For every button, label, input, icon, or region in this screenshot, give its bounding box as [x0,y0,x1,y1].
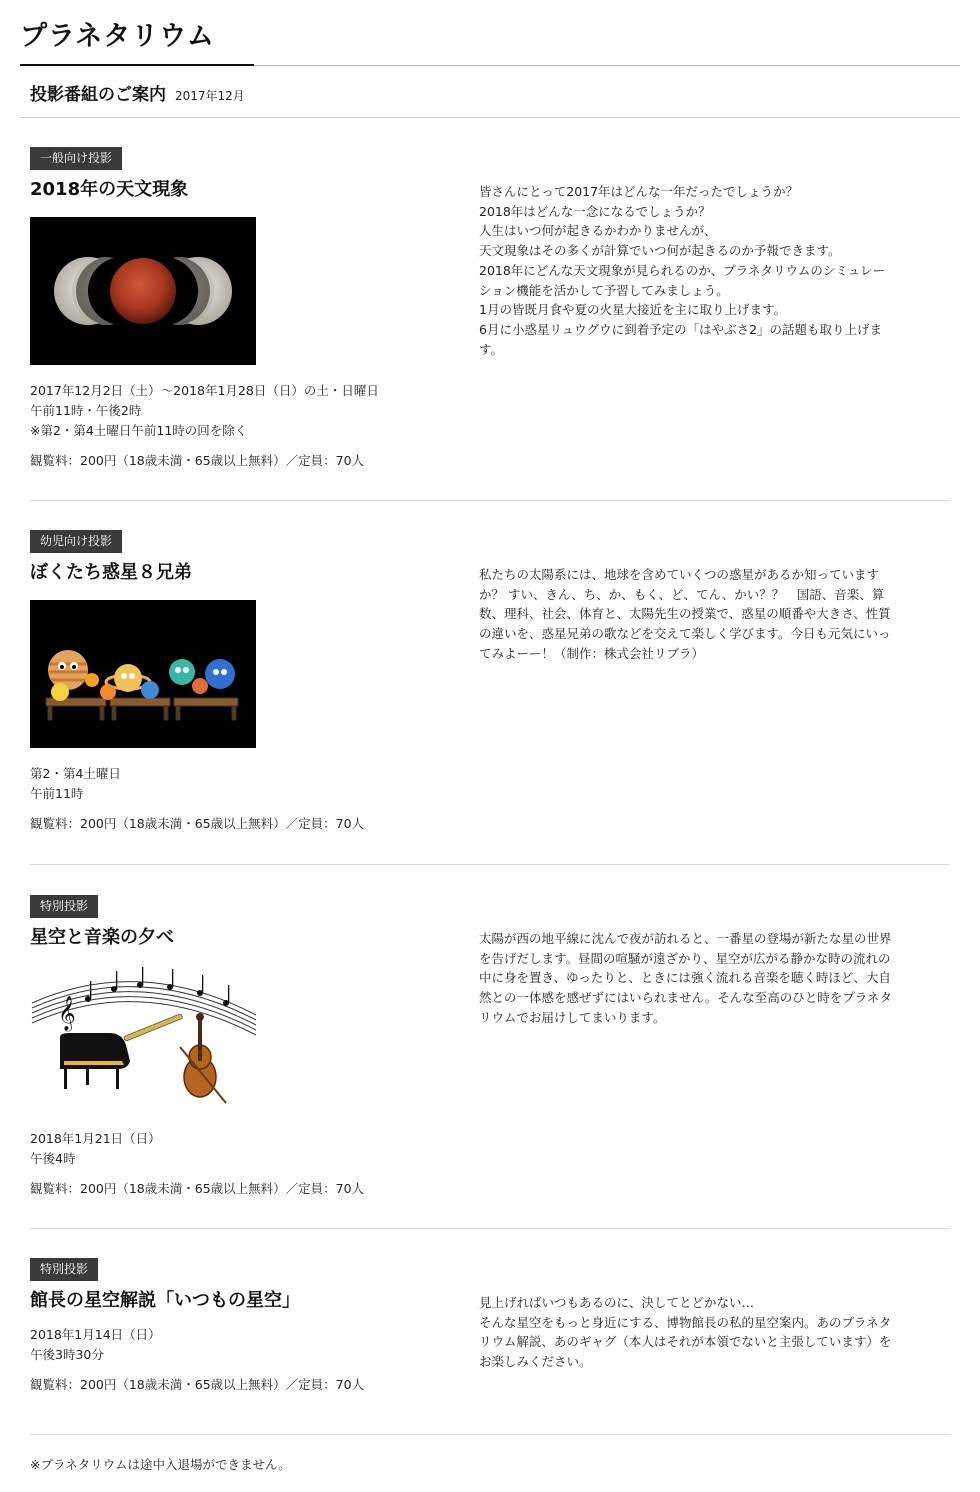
description-line: 中に身を置き、ゆったりと、ときには強く流れる音楽を聴く時ほど、大自 [479,970,891,986]
program-divider [30,500,950,501]
schedule-line: 2017年12月2日（土）～2018年1月28日（日）の土・日曜日 [30,383,379,398]
schedule-line: ※第2・第4土曜日午前11時の回を除く [30,423,248,438]
program-title: 星空と音楽の夕べ [30,927,174,948]
program-badge: 特別投影 [30,895,98,918]
description-line: そんな星空をもっと身近にする、博物館長の私的星空案内。あのプラネタ [479,1314,892,1330]
schedule-line: 午前11時・午後2時 [30,403,142,418]
program-schedule [30,381,950,441]
program-badge: 幼児向け投影 [30,530,122,553]
section-title: 投影番組のご案内 [30,85,166,105]
title-rule-light [254,65,960,66]
schedule-line: 午前11時 [30,786,84,801]
site-title: プラネタリウム [20,21,215,52]
planet-brothers-image [30,600,256,748]
description-line: リウム解説、あのギャグ（本人はそれが本領でないと主張しています）を [479,1334,892,1350]
schedule-line: 第2・第4土曜日 [30,766,121,781]
program-schedule [30,764,950,804]
section-header [30,80,245,105]
svg-text:𝄞: 𝄞 [58,996,76,1031]
description-line: 6月に小惑星リュウグウに到着予定の「はやぶさ2」の話題も取り上げま [479,321,883,337]
music-instruments-image [30,965,256,1113]
description-line: 1月の皆既月食や夏の火星大接近を主に取り上げます。 [479,302,786,318]
program-title: ぼくたち惑星８兄弟 [30,562,192,583]
description-line: す。 [479,341,504,357]
program-fee: 観覧料：200円（18歳未満・65歳以上無料）／定員：70人 [30,1377,365,1392]
description-line: 2018年にどんな天文現象が見られるのか、プラネタリウムのシミュレー [479,262,886,278]
program-description [479,565,917,664]
description-line: 数、理科、社会、体育と、太陽先生の授業で、惑星の順番や大きさ、性質 [479,606,891,622]
program-badge: 特別投影 [30,1258,98,1281]
description-line: 皆さんにとって2017年はどんな一年だったでしょうか？ [479,184,799,199]
program-divider [30,864,950,865]
program-schedule [30,1129,950,1169]
schedule-line: 2018年1月14日（日） [30,1327,161,1342]
title-rule [20,64,254,66]
program-divider [30,1434,950,1435]
program-description [479,1293,917,1372]
section-date: 2017年12月 [175,89,245,103]
description-line: を告げだします。昼間の喧騒が遠ざかり、星空が広がる静かな時の流れの [479,950,891,966]
description-line: か？ すい、きん、ち、か、もく、ど、てん、かい？？ 国語、音楽、算 [479,586,885,602]
program-description [479,182,917,359]
program-description [479,929,917,1028]
program-fee: 観覧料：200円（18歳未満・65歳以上無料）／定員：70人 [30,816,365,831]
description-line: お楽しみください。 [479,1354,592,1370]
description-line: の違いを、惑星兄弟の歌などを交えて楽しく学びます。今日も元気にいっ [479,626,891,642]
program-fee: 観覧料：200円（18歳未満・65歳以上無料）／定員：70人 [30,1181,365,1196]
program-divider [30,1228,950,1229]
program-badge: 一般向け投影 [30,147,122,170]
description-line: 私たちの太陽系には、地球を含めていくつの惑星があるか知っています [479,567,880,582]
description-line: 見上げればいつもあるのに、決してとどかない… [479,1295,755,1310]
description-line: リウムでお届けしてまいります。 [479,1009,666,1025]
schedule-line: 午後3時30分 [30,1347,104,1362]
program-fee: 観覧料：200円（18歳未満・65歳以上無料）／定員：70人 [30,453,365,468]
footer-note: ※プラネタリウムは途中入退場ができません。 [30,1457,291,1472]
description-line: 天文現象はその多くが計算でいつ何が起きるのか予報できます。 [479,243,841,259]
description-line: 2018年はどんな一念になるでしょうか？ [479,203,711,219]
schedule-line: 2018年1月21日（日） [30,1131,161,1146]
description-line: 然との一体感を感ぜずにはいられません。そんな至高のひと時をプラネタ [479,990,892,1006]
description-line: てみよーー！（制作：株式会社リブラ） [479,645,705,661]
description-line: ション機能を活かして予習してみましょう。 [479,282,729,298]
schedule-line: 午後4時 [30,1151,76,1166]
program-title: 館長の星空解説「いつもの星空」 [30,1290,300,1311]
description-line: 太陽が西の地平線に沈んで夜が訪れると、一番星の登場が新たな星の世界 [479,931,892,946]
program-title: 2018年の天文現象 [30,179,189,200]
section-divider [20,117,960,118]
lunar-eclipse-image [30,217,256,365]
description-line: 人生はいつ何が起きるかわかりませんが、 [479,223,717,239]
